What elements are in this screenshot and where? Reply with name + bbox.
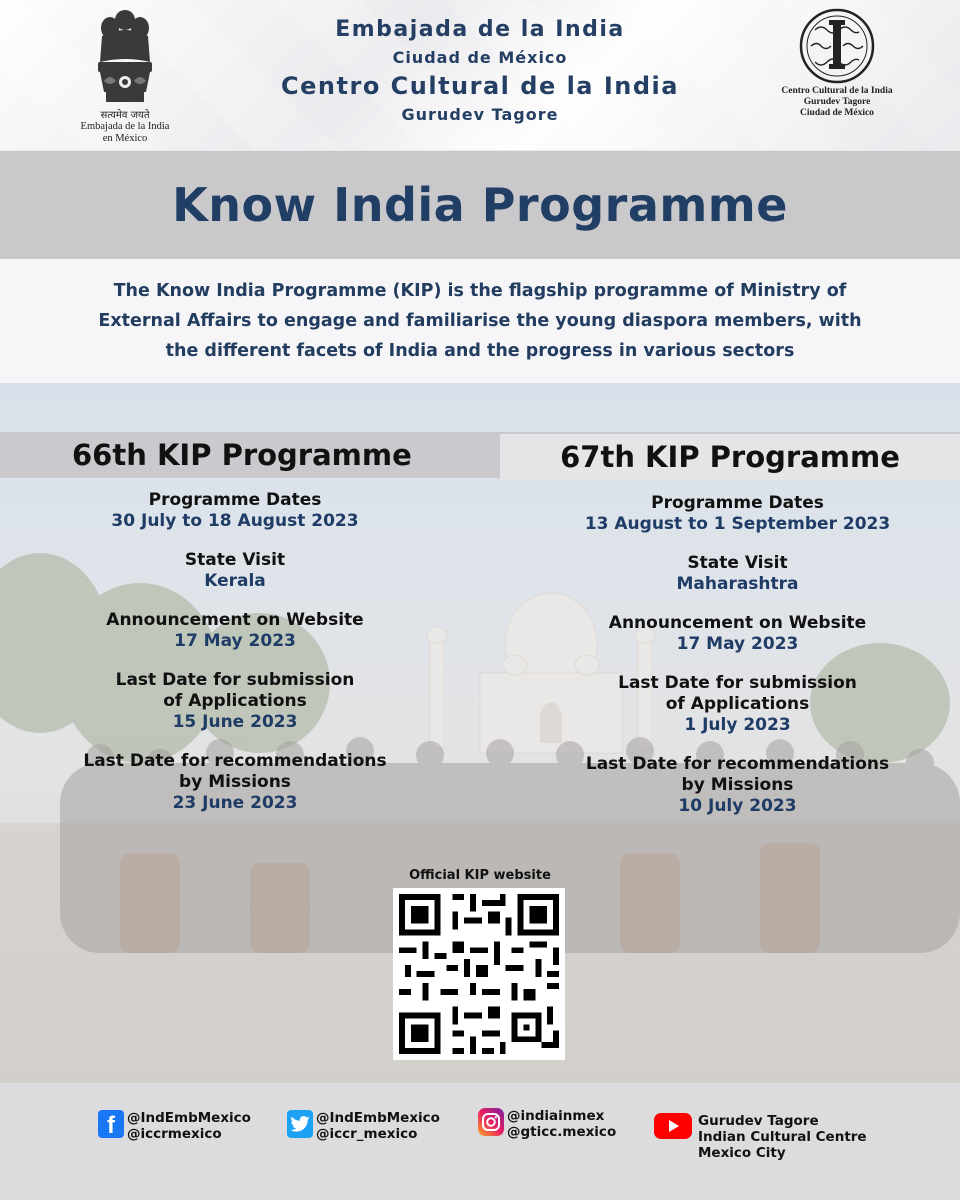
last-application-label-2: of Applications	[163, 691, 307, 711]
state-label: State Visit	[184, 550, 286, 570]
ccl-logo-icon	[797, 6, 877, 86]
youtube-line-3: Mexico City	[698, 1145, 786, 1161]
instagram-handle-1: @indiainmex	[507, 1108, 605, 1124]
cultural-centre-subtitle: Gurudev Tagore	[401, 105, 559, 124]
kip67-state	[560, 553, 915, 595]
qr-code-icon	[393, 888, 565, 1060]
emblem-caption-1: Embajada de la India	[80, 121, 170, 132]
kip66-details	[60, 490, 410, 832]
embassy-name: Embajada de la India	[335, 17, 625, 42]
qr-caption: Official KIP website	[409, 868, 551, 883]
ashoka-emblem-icon	[90, 6, 160, 106]
youtube-line-2: Indian Cultural Centre	[698, 1129, 867, 1145]
embassy-city: Ciudad de México	[392, 48, 568, 67]
kip66-state	[60, 550, 410, 592]
twitter-handles[interactable]	[287, 1110, 440, 1142]
instagram-handles[interactable]	[478, 1108, 616, 1140]
kip66-dates	[60, 490, 410, 532]
facebook-handle-2: @iccrmexico	[127, 1126, 222, 1142]
ccl-caption-2: Gurudev Tagore	[803, 97, 871, 107]
title-band	[0, 151, 960, 259]
last-recommendation-label-1: Last Date for recommendations	[83, 751, 387, 771]
ccl-caption-3: Ciudad de México	[800, 108, 874, 118]
youtube-icon	[654, 1113, 692, 1139]
instagram-handle-2: @gticc.mexico	[507, 1124, 617, 1140]
last-application-value: 15 June 2023	[172, 712, 298, 732]
last-recommendation-label-2: by Missions	[681, 775, 794, 795]
youtube-line-1: Gurudev Tagore	[698, 1113, 819, 1129]
intro-text: The Know India Programme (KIP) is the flagship programme of Ministry of External Affairs to engage and familiarise the young diaspora members, with the different facets of India and the progress in various sectors	[98, 281, 862, 361]
intro-section	[0, 259, 960, 383]
kip67-last-recommendation	[560, 754, 915, 817]
header	[0, 0, 960, 150]
facebook-handle-1: @IndEmbMexico	[127, 1110, 251, 1126]
last-application-label-1: Last Date for submission	[115, 670, 355, 690]
kip-website-qr-code[interactable]	[393, 888, 565, 1060]
kip67-announcement	[560, 613, 915, 655]
emblem-caption-2: en México	[102, 133, 148, 144]
dates-value: 13 August to 1 September 2023	[584, 514, 891, 534]
announcement-value: 17 May 2023	[174, 631, 296, 651]
youtube-channel[interactable]	[654, 1113, 867, 1161]
last-application-label-1: Last Date for submission	[618, 673, 857, 693]
kip66-last-recommendation	[60, 751, 410, 814]
announcement-label: Announcement on Website	[608, 613, 867, 633]
last-recommendation-label-1: Last Date for recommendations	[585, 754, 890, 774]
kip67-last-application	[560, 673, 915, 736]
kip66-announcement	[60, 610, 410, 652]
kip66-heading: 66th KIP Programme	[72, 438, 412, 472]
last-application-value: 1 July 2023	[684, 715, 791, 735]
cultural-centre-name: Centro Cultural de la India	[281, 72, 679, 100]
facebook-handles[interactable]	[98, 1110, 251, 1142]
announcement-value: 17 May 2023	[676, 634, 799, 654]
kip67-heading-band	[500, 434, 960, 480]
emblem-motto: सत्यमेव जयते	[100, 110, 150, 121]
kip67-dates	[560, 493, 915, 535]
dates-label: Programme Dates	[651, 493, 824, 513]
announcement-label: Announcement on Website	[106, 610, 364, 630]
page-title: Know India Programme	[172, 178, 788, 232]
state-label: State Visit	[687, 553, 788, 573]
ccl-caption-1: Centro Cultural de la India	[781, 86, 893, 96]
twitter-icon	[287, 1110, 313, 1138]
last-recommendation-label-2: by Missions	[179, 772, 291, 792]
facebook-icon: f	[98, 1110, 124, 1138]
last-application-label-2: of Applications	[665, 694, 810, 714]
state-value: Maharashtra	[676, 574, 799, 594]
twitter-handle-2: @iccr_mexico	[316, 1126, 418, 1142]
instagram-icon	[478, 1108, 504, 1136]
dates-label: Programme Dates	[148, 490, 322, 510]
embassy-emblem	[60, 6, 190, 146]
cultural-centre-logo	[772, 6, 902, 119]
header-titles	[230, 14, 730, 128]
kip67-heading: 67th KIP Programme	[560, 440, 900, 474]
last-recommendation-value: 23 June 2023	[172, 793, 298, 813]
state-value: Kerala	[204, 571, 266, 591]
kip66-last-application	[60, 670, 410, 733]
kip67-details	[560, 493, 915, 835]
twitter-handle-1: @IndEmbMexico	[316, 1110, 440, 1126]
dates-value: 30 July to 18 August 2023	[111, 511, 359, 531]
last-recommendation-value: 10 July 2023	[678, 796, 797, 816]
